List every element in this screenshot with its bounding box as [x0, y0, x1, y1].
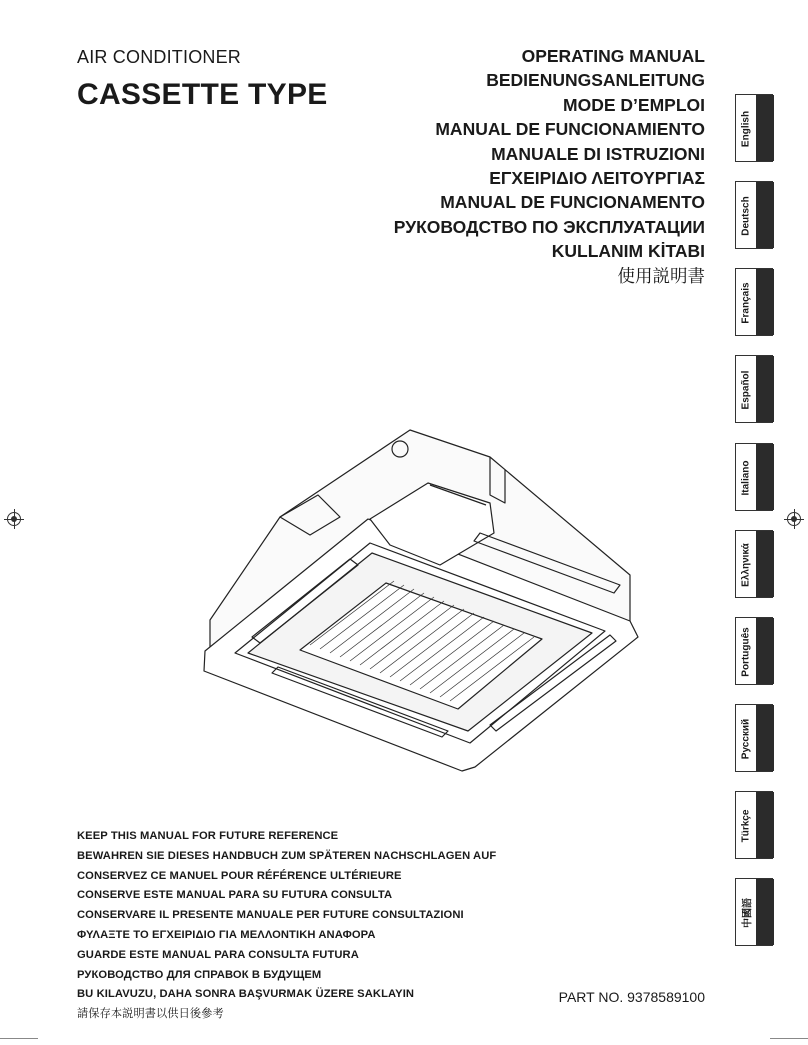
tab-greek-label: Ελληνικά	[740, 543, 752, 587]
manual-title-pt: MANUAL DE FUNCIONAMENTO	[440, 192, 705, 213]
manual-title-list	[394, 44, 705, 288]
manual-title-zh: 使用説明書	[617, 265, 705, 286]
manual-title-it: MANUALE DI ISTRUZIONI	[491, 143, 705, 164]
notice-list	[77, 827, 496, 1025]
tab-chinese-label: 中國語	[742, 898, 754, 928]
notice-de: BEWAHREN SIE DIESES HANDBUCH ZUM SPÄTEREN NACHSCHLAGEN AUF	[77, 849, 497, 862]
manual-title-fr: MODE D’EMPLOI	[563, 94, 705, 115]
tab-italiano[interactable]	[735, 443, 773, 511]
registration-mark-left	[7, 512, 21, 526]
manual-title-el: ΕΓΧΕΙΡΙΔΙΟ ΛΕΙΤΟΥΡΓΙΑΣ	[489, 168, 705, 189]
notice-fr: CONSERVEZ CE MANUEL POUR RÉFÉRENCE ULTÉRIEURE	[77, 869, 402, 882]
product-title: CASSETTE TYPE	[77, 78, 328, 111]
notice-en: KEEP THIS MANUAL FOR FUTURE REFERENCE	[77, 830, 339, 842]
tab-english[interactable]	[735, 94, 773, 162]
notice-es: CONSERVE ESTE MANUAL PARA SU FUTURA CONSULTA	[77, 889, 393, 902]
tab-turkce-label: Türkçe	[740, 809, 752, 843]
tab-espanol-label: Español	[740, 370, 752, 410]
notice-el: ΦΥΛΑΞΤΕ ΤΟ ΕΓΧΕΙΡΙΔΙΟ ΓΙΑ ΜΕΛΛΟΝΤΙΚΗ ΑΝΑΦΟΡΑ	[77, 928, 376, 941]
tab-deutsch-label: Deutsch	[740, 196, 752, 236]
tab-english-label: English	[740, 110, 752, 148]
notice-tr: BU KILAVUZU, DAHA SONRA BAŞVURMAK ÜZERE SAKLAYIN	[77, 988, 415, 1001]
tab-francais-label: Français	[740, 282, 752, 324]
tab-francais[interactable]	[735, 268, 773, 336]
tab-chinese[interactable]	[735, 878, 773, 946]
manual-title-en: OPERATING MANUAL	[521, 46, 705, 66]
tab-deutsch[interactable]	[735, 181, 773, 249]
registration-mark-right	[787, 512, 801, 526]
tab-portugues-label: Português	[740, 627, 752, 677]
notice-ru: РУКОВОДСТВО ДЛЯ СПРАВОК В БУДУЩЕМ	[77, 968, 322, 981]
notice-it: CONSERVARE IL PRESENTE MANUALE PER FUTURE CONSULTAZIONI	[77, 909, 464, 922]
crop-mark-left	[0, 1038, 38, 1039]
tab-russian[interactable]	[735, 704, 773, 772]
tab-espanol[interactable]	[735, 355, 773, 423]
tab-italiano-label: Italiano	[740, 460, 752, 496]
cassette-unit-illustration	[190, 425, 670, 775]
manual-title-es: MANUAL DE FUNCIONAMIENTO	[435, 119, 705, 140]
language-tabs	[735, 0, 773, 1045]
tab-portugues[interactable]	[735, 617, 773, 685]
tab-turkce[interactable]	[735, 791, 773, 859]
tab-russian-label: Русский	[740, 718, 752, 760]
notice-pt: GUARDE ESTE MANUAL PARA CONSULTA FUTURA	[77, 948, 359, 961]
part-number: PART NO. 9378589100	[558, 989, 705, 1005]
crop-mark-right	[770, 1038, 808, 1039]
manual-title-tr: KULLANIM KİTABI	[551, 241, 705, 262]
manual-title-ru: РУКОВОДСТВО ПО ЭКСПЛУАТАЦИИ	[393, 216, 705, 237]
notice-zh: 請保存本説明書以供日後參考	[77, 1008, 224, 1021]
tab-greek[interactable]	[735, 530, 773, 598]
manual-title-de: BEDIENUNGSANLEITUNG	[486, 70, 705, 91]
product-category: AIR CONDITIONER	[77, 47, 242, 67]
